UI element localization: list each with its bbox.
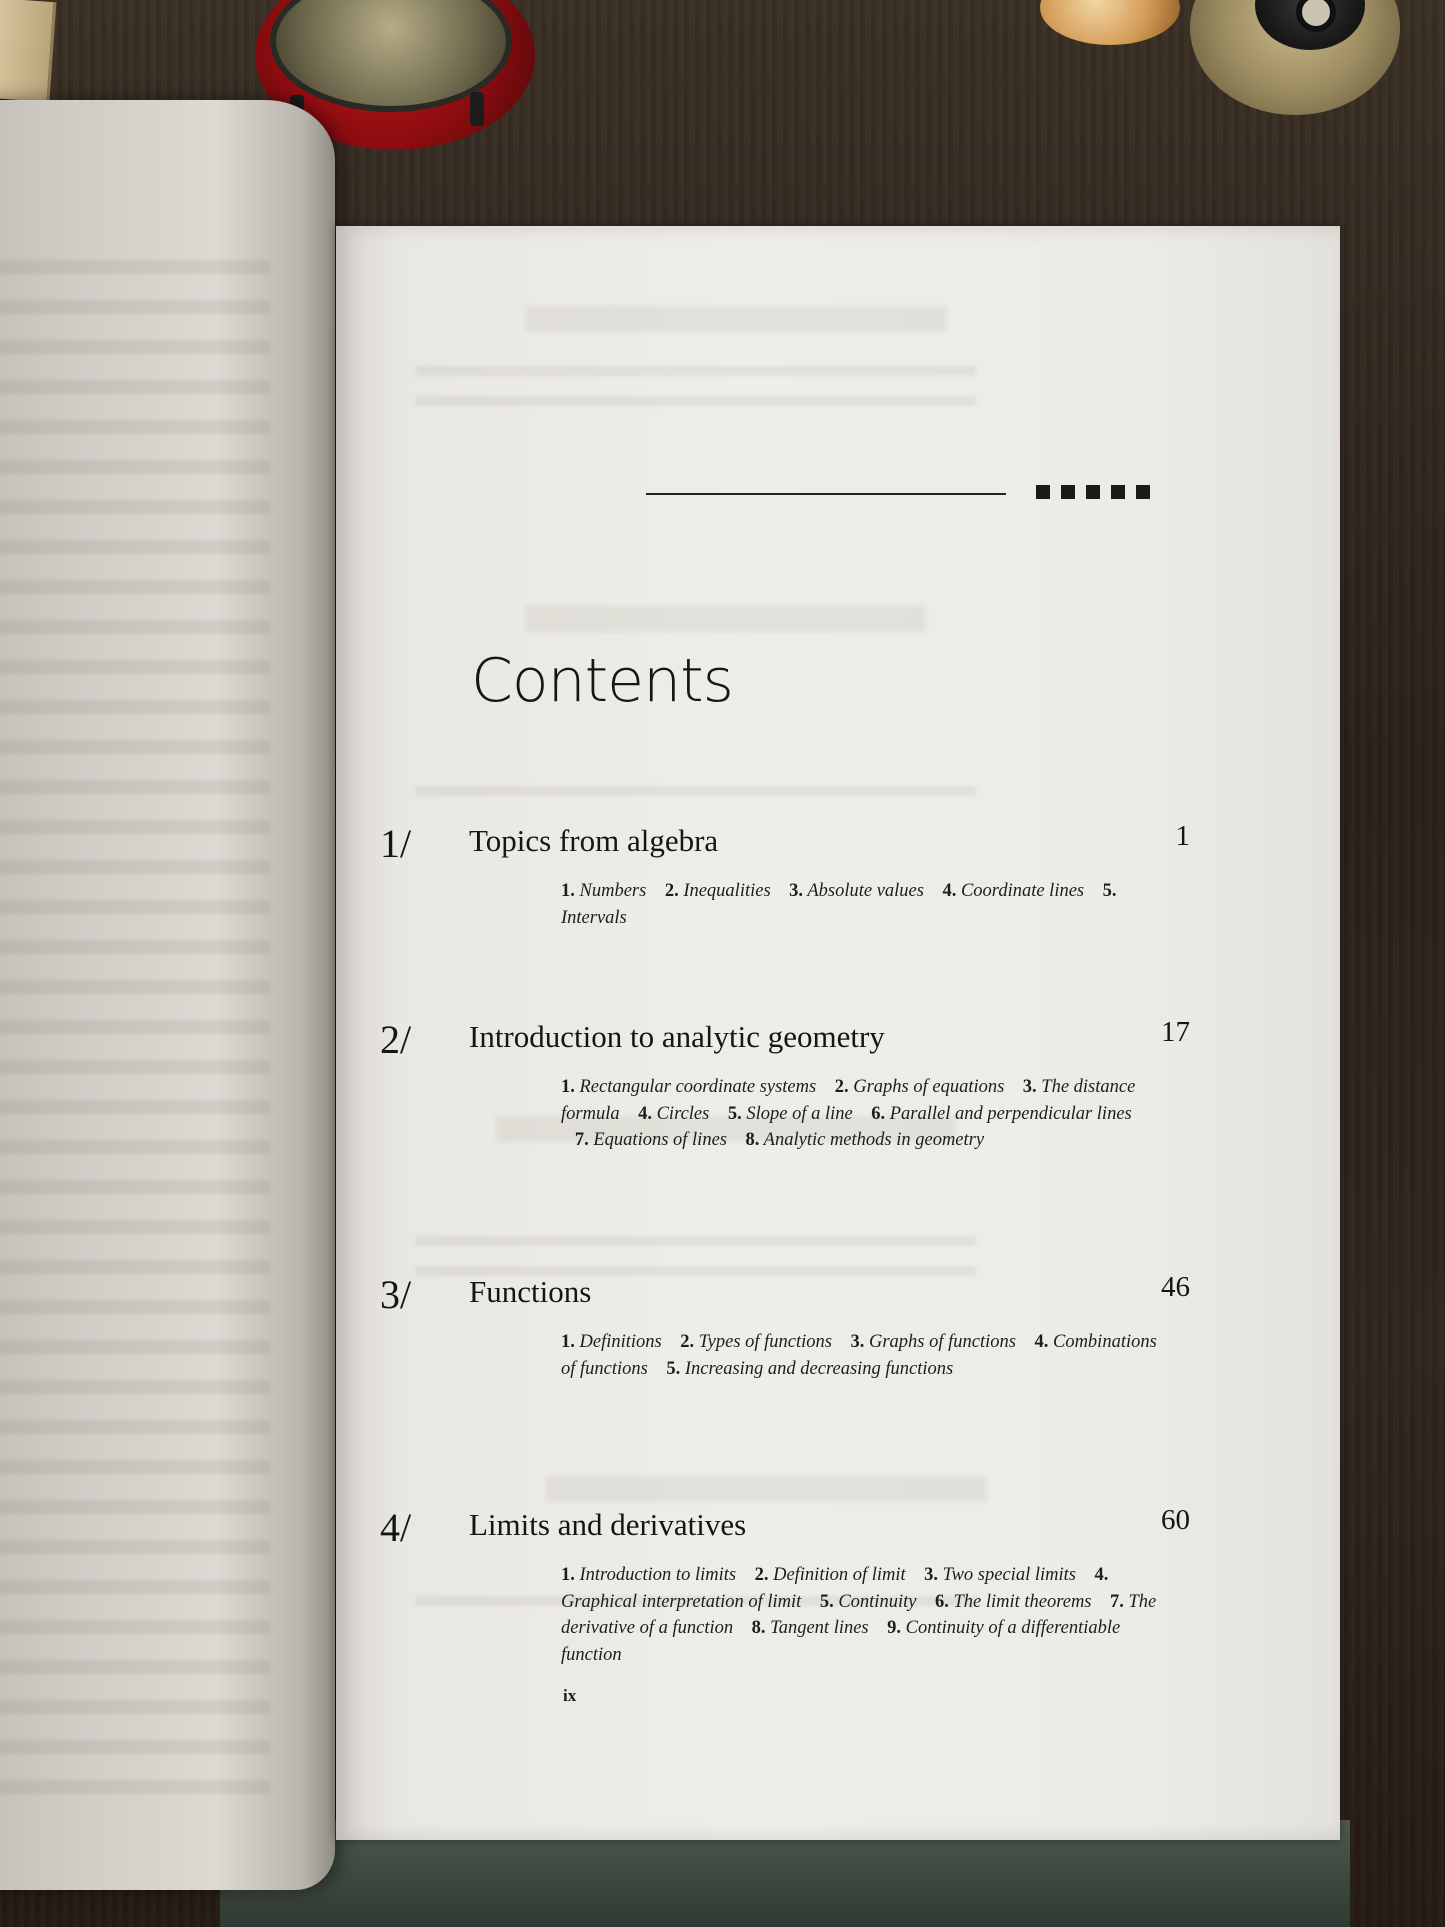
- show-through: [546, 1476, 986, 1502]
- section-item: 8. Analytic methods in geometry: [745, 1130, 985, 1150]
- section-item: 5. Continuity: [819, 1591, 917, 1612]
- page-title: Contents: [471, 646, 733, 716]
- section-item: 1. Rectangular coordinate systems: [561, 1077, 817, 1097]
- chapter-sections: [561, 878, 1131, 931]
- contents-page: [336, 226, 1340, 1840]
- section-item: 2. Types of functions: [680, 1332, 832, 1352]
- tape-measure: [0, 0, 56, 102]
- left-page-show-through: [0, 260, 270, 1810]
- chapter-title: Limits and derivatives: [469, 1507, 747, 1542]
- show-through: [526, 306, 946, 332]
- section-item: 7. The derivative of a function: [561, 1591, 1157, 1638]
- left-page: [0, 100, 335, 1890]
- section-item: 2. Graphs of equations: [834, 1077, 1005, 1097]
- section-item: 2. Inequalities: [664, 881, 771, 901]
- ornament-squares: [1036, 485, 1150, 499]
- chapter-sections: [561, 1329, 1161, 1382]
- section-item: 4. Graphical interpretation of limit: [561, 1565, 1109, 1612]
- section-item: 3. Graphs of functions: [850, 1332, 1016, 1352]
- chapter-number: 1/: [380, 821, 412, 866]
- section-item: 1. Definitions: [561, 1332, 662, 1352]
- section-item: 7. Equations of lines: [574, 1130, 727, 1150]
- section-item: 4. Coordinate lines: [942, 881, 1085, 901]
- section-item: 4. Circles: [638, 1103, 710, 1124]
- section-item: 4. Combinations of functions: [561, 1332, 1157, 1379]
- section-item: 2. Definition of limit: [754, 1565, 906, 1585]
- section-item: 3. The distance formula: [561, 1077, 1136, 1124]
- section-item: 5. Intervals: [561, 881, 1117, 928]
- chapter-number: 3/: [380, 1272, 412, 1317]
- chapter-page-number: 17: [1161, 1016, 1190, 1048]
- chapter-number: 4/: [380, 1505, 412, 1550]
- section-item: 3. Absolute values: [789, 881, 924, 901]
- alarm-clock-foot: [470, 92, 484, 126]
- section-item: 8. Tangent lines: [751, 1618, 869, 1638]
- section-item: 6. The limit theorems: [934, 1591, 1092, 1612]
- section-item: 3. Two special limits: [924, 1565, 1076, 1585]
- section-item: 5. Slope of a line: [727, 1103, 853, 1124]
- ornament-rule: [646, 493, 1006, 495]
- chapter-number: 2/: [380, 1017, 412, 1062]
- chapter-title: Functions: [469, 1274, 592, 1309]
- show-through: [526, 606, 926, 632]
- chapter-page-number: 60: [1161, 1504, 1190, 1536]
- show-through: [416, 1236, 976, 1246]
- section-item: 1. Introduction to limits: [561, 1565, 737, 1585]
- show-through: [416, 366, 976, 376]
- section-item: 6. Parallel and perpendicular lines: [871, 1103, 1132, 1124]
- section-item: 1. Numbers: [561, 881, 647, 901]
- chapter-title: Topics from algebra: [469, 823, 719, 858]
- chapter-sections: [561, 1562, 1161, 1668]
- chapter-sections: [561, 1074, 1151, 1154]
- section-item: 5. Increasing and decreasing functions: [666, 1358, 954, 1379]
- chapter-page-number: 46: [1161, 1271, 1190, 1303]
- chapter-page-number: 1: [1175, 820, 1190, 852]
- page-folio: ix: [563, 1686, 577, 1705]
- show-through: [416, 396, 976, 406]
- amber-knob: [1040, 0, 1180, 45]
- show-through: [416, 786, 976, 796]
- section-item: 9. Continuity of a differentiable function: [561, 1618, 1121, 1665]
- chapter-title: Introduction to analytic geometry: [469, 1019, 885, 1054]
